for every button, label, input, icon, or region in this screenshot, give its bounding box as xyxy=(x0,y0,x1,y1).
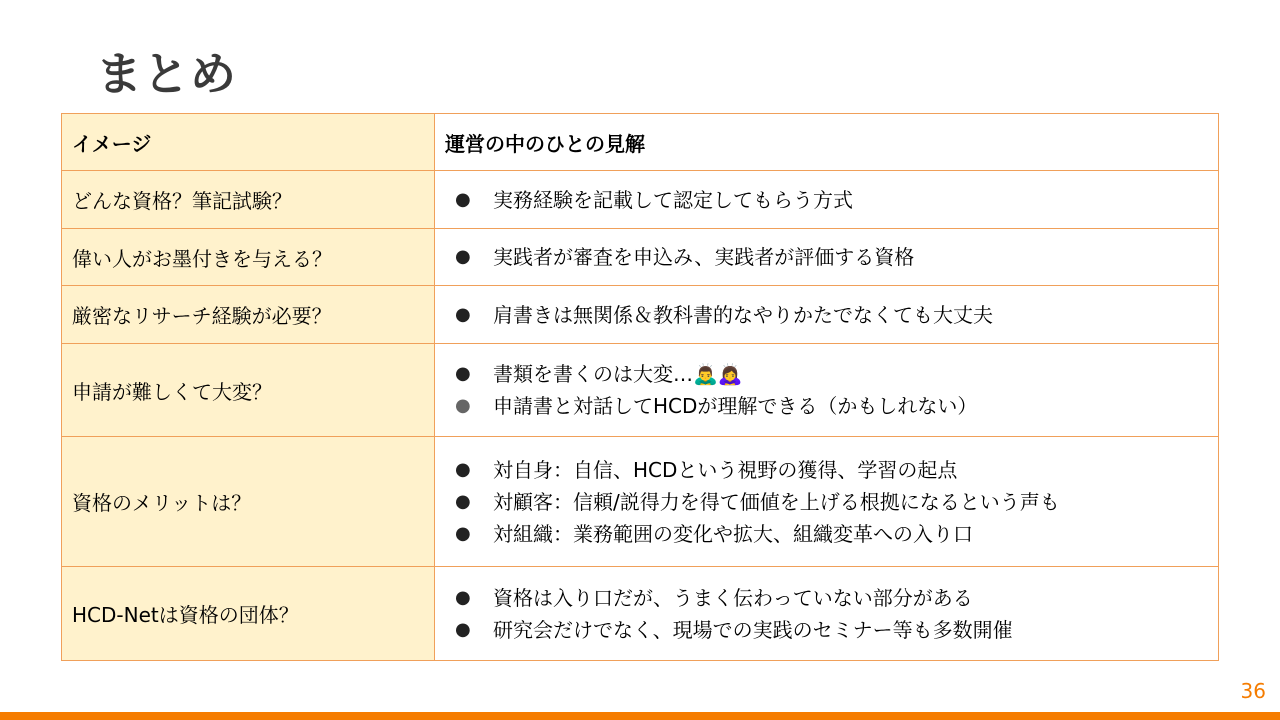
answer-item xyxy=(445,582,1218,614)
answer-item xyxy=(445,184,1218,216)
slide-title: まとめ xyxy=(96,47,237,101)
summary-table xyxy=(61,113,1219,661)
answer-text: 研究会だけでなく、現場での実践のセミナー等も多数開催 xyxy=(493,617,1013,642)
bullet-icon: ● xyxy=(455,246,471,267)
answer-list xyxy=(445,582,1218,646)
answer-item xyxy=(445,390,1218,422)
table-row xyxy=(62,171,1219,229)
answer-text: 実践者が審査を申込み、実践者が評価する資格 xyxy=(493,245,915,269)
header-label-image: イメージ xyxy=(72,131,152,156)
header-cell-image xyxy=(62,114,435,171)
answer-item xyxy=(445,518,1218,550)
answer-item xyxy=(445,486,1218,518)
question-cell xyxy=(62,567,435,661)
answer-text: 対組織：業務範囲の変化や拡大、組織変革への入り口 xyxy=(493,521,973,546)
bullet-icon: ● xyxy=(455,395,471,416)
answer-item xyxy=(445,454,1218,486)
answer-list xyxy=(445,184,1218,216)
header-cell-opinion xyxy=(435,114,1219,171)
table-header-row xyxy=(62,114,1219,171)
question-cell xyxy=(62,286,435,344)
question-text: 申請が難しくて大変？ xyxy=(72,379,272,404)
question-cell xyxy=(62,229,435,286)
answer-list xyxy=(445,299,1218,331)
answer-item xyxy=(445,614,1218,646)
answer-cell xyxy=(435,286,1219,344)
answer-item xyxy=(445,358,1218,390)
bottom-accent-bar xyxy=(0,712,1280,720)
table-row xyxy=(62,567,1219,661)
answer-cell xyxy=(435,437,1219,567)
answer-text: 実務経験を記載して認定してもらう方式 xyxy=(493,187,853,212)
page-number: 36 xyxy=(1240,679,1266,703)
question-text: 資格のメリットは？ xyxy=(72,491,252,515)
answer-text: 対自身：自信、HCDという視野の獲得、学習の起点 xyxy=(493,457,958,482)
header-label-opinion: 運営の中のひとの見解 xyxy=(445,131,645,156)
answer-cell xyxy=(435,229,1219,286)
bullet-icon: ● xyxy=(455,188,471,210)
answer-text: 申請書と対話してHCDが理解できる（かもしれない） xyxy=(493,394,978,418)
answer-text: 対顧客：信頼/説得力を得て価値を上げる根拠になるという声も xyxy=(493,489,1060,514)
question-text: 偉い人がお墨付きを与える？ xyxy=(72,246,332,271)
answer-text: 資格は入り口だが、うまく伝わっていない部分がある xyxy=(493,585,973,610)
question-cell xyxy=(62,437,435,567)
answer-list xyxy=(445,358,1218,422)
table-row xyxy=(62,229,1219,286)
bullet-icon: ● xyxy=(455,303,471,325)
question-text: HCD-Netは資格の団体？ xyxy=(72,603,299,627)
answer-text: 書類を書くのは大変…🙇‍♂️🙇‍♀️ xyxy=(493,362,743,386)
answer-cell xyxy=(435,344,1219,437)
table-row xyxy=(62,286,1219,344)
bullet-icon: ● xyxy=(455,618,471,640)
answer-list xyxy=(445,454,1218,550)
question-text: どんな資格？筆記試験？ xyxy=(72,189,292,213)
answer-text: 肩書きは無関係＆教科書的なやりかたでなくても大丈夫 xyxy=(493,302,993,327)
bullet-icon: ● xyxy=(455,522,471,544)
answer-item xyxy=(445,299,1218,331)
answer-cell xyxy=(435,171,1219,229)
bullet-icon: ● xyxy=(455,458,471,480)
answer-list xyxy=(445,241,1218,273)
question-cell xyxy=(62,171,435,229)
question-text: 厳密なリサーチ経験が必要？ xyxy=(72,304,332,328)
answer-item xyxy=(445,241,1218,273)
answer-cell xyxy=(435,567,1219,661)
table-row xyxy=(62,437,1219,567)
table-row xyxy=(62,344,1219,437)
bullet-icon: ● xyxy=(455,363,471,384)
question-cell xyxy=(62,344,435,437)
bullet-icon: ● xyxy=(455,490,471,512)
bullet-icon: ● xyxy=(455,586,471,608)
